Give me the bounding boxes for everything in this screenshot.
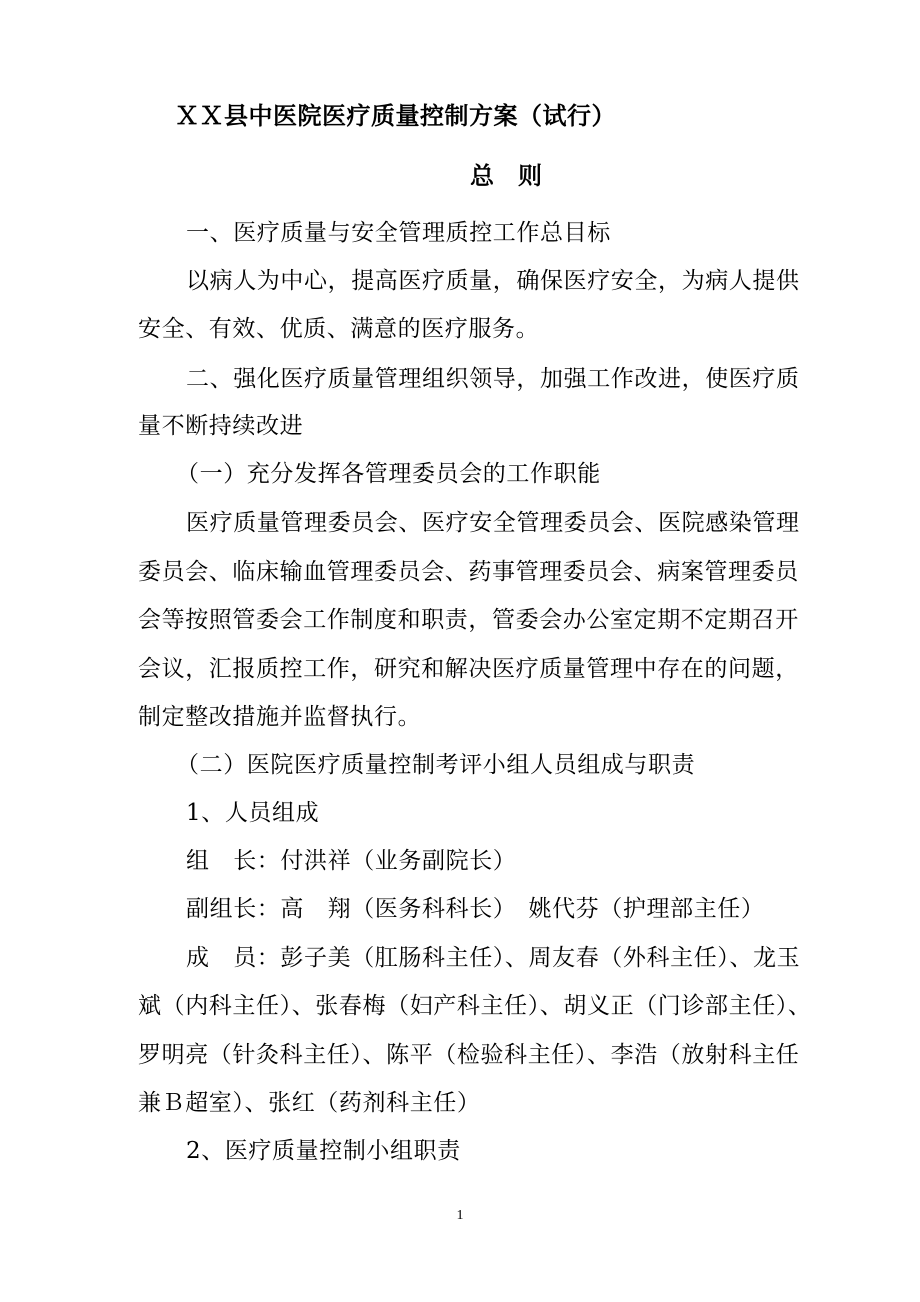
paragraph-line: 安全、有效、优质、满意的医疗服务。 xyxy=(138,316,540,342)
list-item-heading: 1、人员组成 xyxy=(186,800,320,826)
paragraph-line: 量不断持续改进 xyxy=(138,413,304,439)
members-line: 兼Ｂ超室）、张红（药剂科主任） xyxy=(138,1090,481,1116)
members-line: 罗明亮（针灸科主任）、陈平（检验科主任）、李浩（放射科主任 xyxy=(138,1042,800,1068)
subsection-one-heading: （一）充分发挥各管理委员会的工作职能 xyxy=(176,461,601,487)
paragraph-line: 以病人为中心，提高医疗质量，确保医疗安全，为病人提供 xyxy=(186,268,800,294)
paragraph-line: 会等按照管委会工作制度和职责，管委会办公室定期不定期召开 xyxy=(138,607,799,633)
paragraph-line: 会议，汇报质控工作，研究和解决医疗质量管理中存在的问题， xyxy=(138,656,799,682)
members-line: 斌（内科主任）、张春梅（妇产科主任）、胡义正（门诊部主任）、 xyxy=(138,993,812,1019)
list-item-heading: 2、医疗质量控制小组职责 xyxy=(186,1138,461,1164)
paragraph-line: 制定整改措施并监督执行。 xyxy=(138,704,422,730)
document-title: ＸＸ县中医院医疗质量控制方案（试行） xyxy=(175,101,616,130)
members-line: 成 员：彭子美（肛肠科主任）、周友春（外科主任）、龙玉 xyxy=(186,945,801,971)
paragraph-line: 委员会、临床输血管理委员会、药事管理委员会、病案管理委员 xyxy=(138,559,799,585)
section-heading: 总则 xyxy=(470,161,566,190)
goal-heading: 一、医疗质量与安全管理质控工作总目标 xyxy=(186,220,611,246)
page-number: 1 xyxy=(456,1208,464,1223)
paragraph-line: 医疗质量管理委员会、医疗安全管理委员会、医院感染管理 xyxy=(186,510,800,536)
leader-line: 组 长：付洪祥（业务副院长） xyxy=(186,848,517,874)
section-two-heading: 二、强化医疗质量管理组织领导，加强工作改进，使医疗质 xyxy=(186,366,800,392)
subsection-two-heading: （二）医院医疗质量控制考评小组人员组成与职责 xyxy=(176,752,696,778)
deputy-leader-line: 副组长：高 翔（医务科科长） 姚代芬（护理部主任） xyxy=(186,896,765,922)
